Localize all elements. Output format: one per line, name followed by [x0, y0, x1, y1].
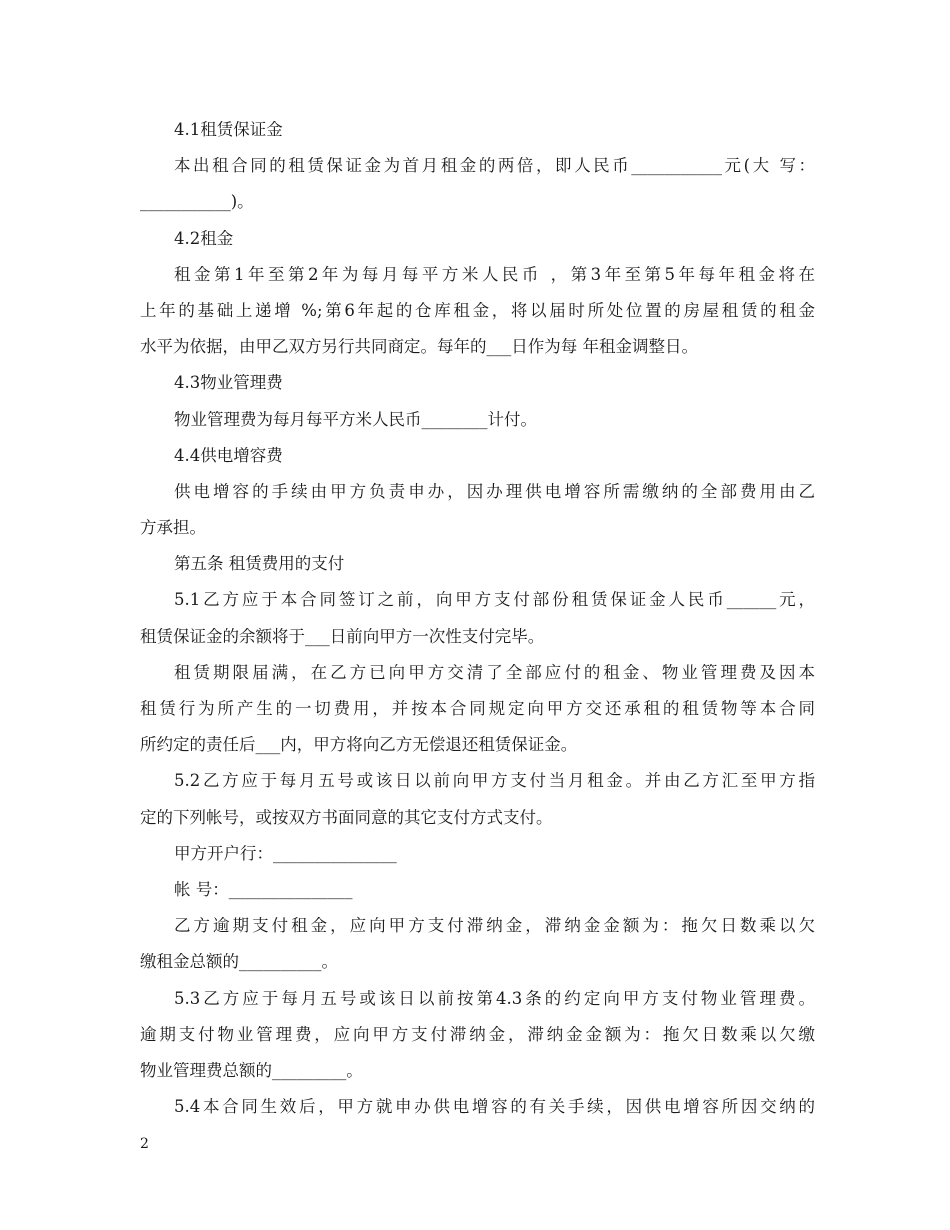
article-heading: 第五条 租赁费用的支付 — [174, 554, 345, 574]
paragraph-line: 缴租金总额的__________。 — [140, 952, 338, 972]
paragraph-line: 物业管理费为每月每平方米人民币________计付。 — [174, 409, 537, 429]
paragraph-line: 乙方逾期支付租金，应向甲方支付滞纳金，滞纳金金额为：拖欠日数乘以欠 — [174, 916, 815, 936]
paragraph-line: 5.4本合同生效后，甲方就申办供电增容的有关手续，因供电增容所因交纳的 — [174, 1097, 815, 1117]
paragraph-line: 5.3乙方应于每月五号或该日以前按第4.3条的约定向甲方支付物业管理费。 — [174, 988, 815, 1008]
paragraph-line: 方承担。 — [140, 518, 206, 538]
bank-field-line: 甲方开户行：_______________ — [174, 843, 397, 863]
paragraph-line: 供电增容的手续由甲方负责申办，因办理供电增容所需缴纳的全部费用由乙 — [174, 481, 815, 501]
paragraph-line: 定的下列帐号，或按双方书面同意的其它支付方式支付。 — [140, 807, 553, 827]
paragraph-line: 水平为依据，由甲乙双方另行共同商定。每年的___日作为每 年租金调整日。 — [140, 337, 698, 357]
section-heading: 4.2租金 — [174, 228, 234, 248]
paragraph-line: 上年的基础上递增 %;第6年起的仓库租金，将以届时所处位置的房屋租赁的租金 — [140, 300, 815, 320]
paragraph-line: 租赁保证金的余额将于___日前向甲方一次性支付完毕。 — [140, 626, 545, 646]
paragraph-line: ___________)。 — [140, 192, 254, 212]
section-heading: 4.1租赁保证金 — [174, 120, 283, 139]
paragraph-line: 租赁期限届满，在乙方已向甲方交清了全部应付的租金、物业管理费及因本 — [174, 662, 815, 682]
paragraph-line: 5.2乙方应于每月五号或该日以前向甲方支付当月租金。并由乙方汇至甲方指 — [174, 771, 815, 791]
account-field-line: 帐 号：_______________ — [174, 879, 353, 899]
contract-body — [140, 112, 815, 1125]
paragraph-line: 所约定的责任后___内，甲方将向乙方无偿退还租赁保证金。 — [140, 735, 578, 755]
paragraph-line: 租赁行为所产生的一切费用，并按本合同规定向甲方交还承租的租赁物等本合同 — [140, 699, 815, 718]
paragraph-line: 逾期支付物业管理费，应向甲方支付滞纳金，滞纳金金额为：拖欠日数乘以欠缴 — [140, 1024, 815, 1044]
paragraph-line: 物业管理费总额的_________。 — [140, 1060, 363, 1080]
paragraph-line: 本出租合同的租赁保证金为首月租金的两倍，即人民币___________元(大 写： — [174, 156, 815, 176]
page-number: 2 — [140, 1136, 149, 1152]
section-heading: 4.3物业管理费 — [174, 373, 283, 393]
paragraph-line: 5.1乙方应于本合同签订之前，向甲方支付部份租赁保证金人民币______元， — [174, 590, 815, 610]
section-heading: 4.4供电增容费 — [174, 445, 283, 465]
paragraph-line: 租金第1年至第2年为每月每平方米人民币 ，第3年至第5年每年租金将在 — [174, 264, 815, 284]
